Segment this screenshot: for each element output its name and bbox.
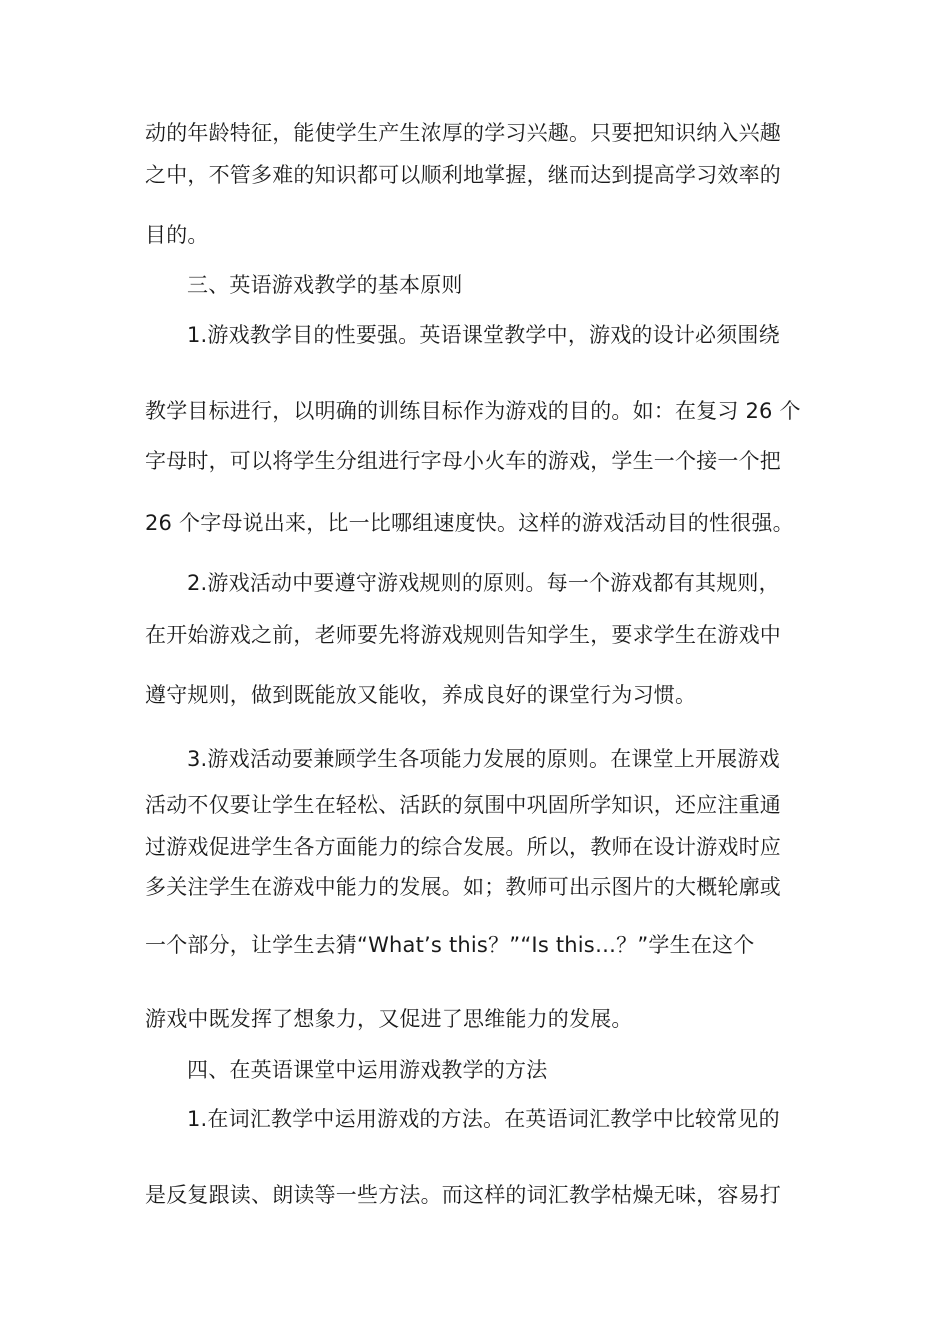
paragraph-line: 遵守规则，做到既能放又能收，养成良好的课堂行为习惯。 <box>145 683 697 707</box>
paragraph-line: 动的年龄特征，能使学生产生浓厚的学习兴趣。只要把知识纳入兴趣 <box>145 121 781 145</box>
paragraph-line: 1.在词汇教学中运用游戏的方法。在英语词汇教学中比较常见的 <box>187 1107 780 1131</box>
paragraph-line: 教学目标进行，以明确的训练目标作为游戏的目的。如：在复习 26 个 <box>145 399 801 423</box>
paragraph-line: 3.游戏活动要兼顾学生各项能力发展的原则。在课堂上开展游戏 <box>187 747 780 771</box>
paragraph-line: 活动不仅要让学生在轻松、活跃的氛围中巩固所学知识，还应注重通 <box>145 793 781 817</box>
paragraph-line: 游戏中既发挥了想象力，又促进了思维能力的发展。 <box>145 1007 633 1031</box>
paragraph-line: 1.游戏教学目的性要强。英语课堂教学中，游戏的设计必须围绕 <box>187 323 780 347</box>
section-heading: 四、在英语课堂中运用游戏教学的方法 <box>187 1058 548 1082</box>
paragraph-line: 目的。 <box>145 223 209 247</box>
paragraph-line: 字母时，可以将学生分组进行字母小火车的游戏，学生一个接一个把 <box>145 449 781 473</box>
paragraph-line: 一个部分，让学生去猜“What’s this？”“Is this…？”学生在这个 <box>145 933 755 957</box>
paragraph-line: 是反复跟读、朗读等一些方法。而这样的词汇教学枯燥无味，容易打 <box>145 1183 781 1207</box>
paragraph-line: 2.游戏活动中要遵守游戏规则的原则。每一个游戏都有其规则， <box>187 571 780 595</box>
section-heading: 三、英语游戏教学的基本原则 <box>187 273 463 297</box>
paragraph-line: 过游戏促进学生各方面能力的综合发展。所以，教师在设计游戏时应 <box>145 835 781 859</box>
paragraph-line: 在开始游戏之前，老师要先将游戏规则告知学生，要求学生在游戏中 <box>145 623 781 647</box>
paragraph-line: 之中，不管多难的知识都可以顺利地掌握，继而达到提高学习效率的 <box>145 163 781 187</box>
paragraph-line: 多关注学生在游戏中能力的发展。如；教师可出示图片的大概轮廓或 <box>145 875 781 899</box>
paragraph-line: 26 个字母说出来，比一比哪组速度快。这样的游戏活动目的性很强。 <box>145 511 794 535</box>
